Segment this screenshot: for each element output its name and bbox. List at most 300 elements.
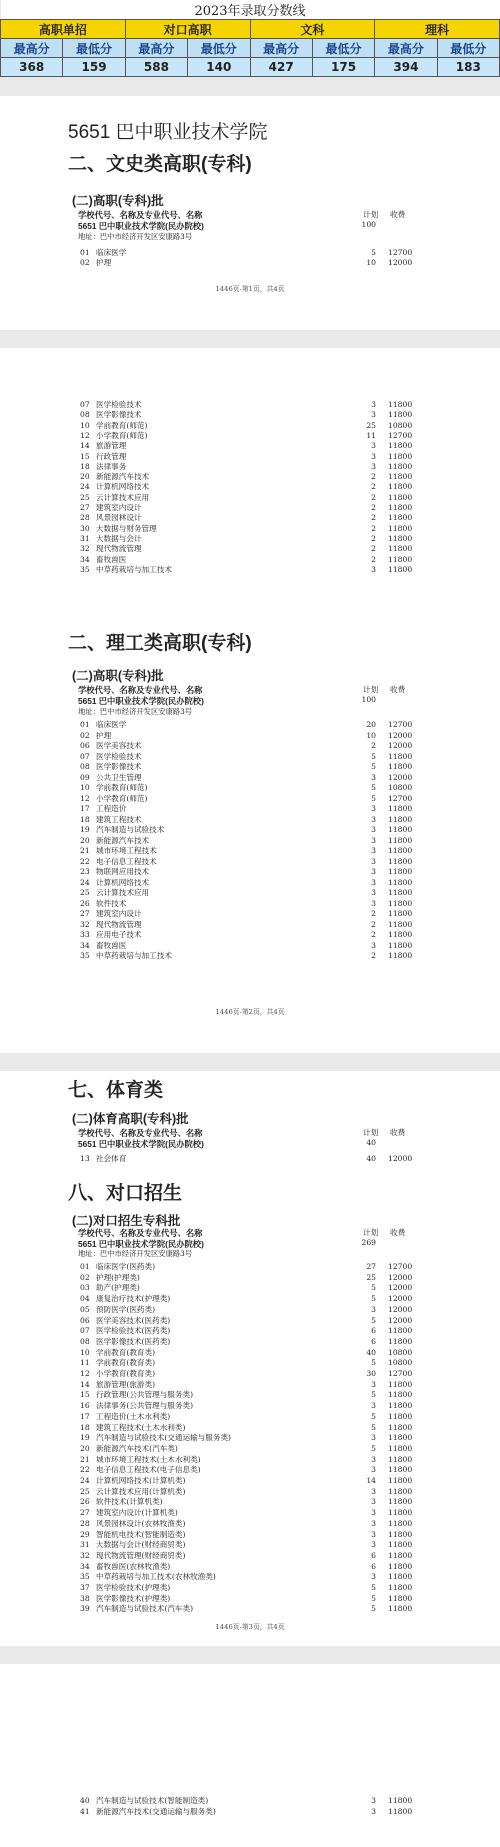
major-code: 10 [80, 783, 90, 792]
major-plan: 5 [371, 1358, 376, 1368]
major-plan: 3 [371, 1540, 376, 1550]
col-fee: 收费 [390, 1228, 406, 1237]
major-code: 14 [80, 441, 90, 451]
major-fee: 11800 [388, 1326, 413, 1336]
column-header: 学校代号、名称及专业代号、名称 [78, 1128, 203, 1138]
major-plan: 2 [371, 544, 376, 554]
major-name: 医学检验技术(医药类) [96, 1326, 171, 1336]
major-plan: 27 [366, 1262, 376, 1271]
major-fee: 11800 [388, 1422, 413, 1432]
sub-high: 最高分 [125, 39, 187, 58]
major-row [0, 1455, 420, 1465]
major-row [0, 544, 420, 554]
major-fee: 12000 [388, 730, 413, 740]
section-title: 八、对口招生 [68, 1183, 183, 1204]
major-name: 医学检验技术(护理类) [96, 1583, 171, 1592]
batch-title: (二)体育高职(专科)批 [72, 1112, 189, 1126]
major-row [0, 783, 420, 793]
major-fee: 11800 [388, 1411, 413, 1421]
major-fee: 12700 [388, 793, 413, 803]
major-name: 工程造价 [96, 804, 127, 813]
major-row [0, 1369, 420, 1379]
major-fee: 11800 [388, 410, 413, 420]
address: 地址：巴中市经济开发区安康路3号 [78, 232, 193, 241]
major-name: 公共卫生管理 [96, 772, 142, 782]
major-name: 护理 [96, 258, 112, 268]
group-like: 理科 [375, 20, 500, 39]
major-plan: 2 [371, 741, 376, 750]
major-fee: 11800 [388, 1807, 413, 1816]
major-plan: 5 [371, 1604, 376, 1614]
major-code: 23 [80, 867, 90, 876]
major-name: 旅游管理(旅游类) [96, 1379, 156, 1389]
major-plan: 3 [371, 867, 376, 876]
major-plan: 5 [371, 1583, 376, 1592]
major-code: 31 [80, 1540, 90, 1550]
major-row [0, 1562, 420, 1572]
major-row [0, 462, 420, 472]
major-code: 13 [80, 1154, 90, 1163]
major-plan: 2 [371, 513, 376, 523]
major-fee: 11800 [388, 1486, 413, 1496]
major-row [0, 1154, 420, 1164]
major-plan: 5 [371, 1422, 376, 1432]
major-name: 旅游管理 [96, 441, 127, 451]
school-line: 5651 巴中职业技术学院(民办院校) [78, 696, 204, 706]
major-plan: 11 [366, 430, 376, 440]
major-row [0, 565, 420, 575]
major-fee: 11800 [388, 1561, 413, 1571]
major-row [0, 248, 420, 258]
major-fee: 11800 [388, 940, 413, 950]
major-fee: 11800 [388, 523, 413, 533]
doc-page-3 [0, 1071, 500, 1646]
major-plan: 5 [371, 751, 376, 761]
major-plan: 3 [371, 564, 376, 574]
major-fee: 11800 [388, 825, 413, 834]
major-fee: 10800 [388, 1347, 413, 1357]
major-code: 10 [80, 420, 90, 430]
major-code: 15 [80, 1390, 90, 1400]
major-fee: 11800 [388, 804, 413, 813]
total-plan: 100 [361, 695, 376, 704]
major-row [0, 1508, 420, 1518]
major-row [0, 1807, 420, 1817]
major-row [0, 1497, 420, 1507]
major-fee: 11800 [388, 1379, 413, 1389]
major-plan: 2 [371, 472, 376, 482]
major-name: 建筑室内设计(计算机类) [96, 1508, 178, 1518]
major-name: 畜牧兽医 [96, 554, 127, 564]
major-name: 社会体育 [96, 1154, 127, 1163]
major-name: 法律事务 [96, 461, 127, 471]
col-fee: 收费 [390, 685, 406, 694]
major-name: 中草药栽培与加工技术 [96, 951, 172, 960]
score-value: 394 [375, 58, 437, 77]
major-fee: 11800 [388, 751, 413, 761]
major-plan: 3 [371, 814, 376, 824]
major-row [0, 878, 420, 888]
major-name: 新能源汽车技术(汽车类) [96, 1443, 178, 1453]
major-plan: 5 [371, 1315, 376, 1325]
major-plan: 2 [371, 482, 376, 492]
major-plan: 3 [371, 825, 376, 834]
major-plan: 3 [371, 877, 376, 887]
col-plan: 计划 [363, 210, 379, 219]
major-name: 医学检验技术 [96, 751, 142, 761]
batch-title: (二)高职(专科)批 [72, 194, 164, 208]
major-name: 现代物流管理 [96, 544, 142, 554]
major-code: 25 [80, 1486, 90, 1496]
major-plan: 3 [371, 1807, 376, 1816]
major-name: 小学教育(师范) [96, 430, 148, 440]
major-fee: 11800 [388, 461, 413, 471]
doc-page-2 [0, 348, 500, 1053]
major-plan: 5 [371, 1294, 376, 1304]
section-title: 二、理工类高职(专科) [68, 633, 252, 654]
major-row [0, 888, 420, 898]
major-name: 城市环境工程技术 [96, 846, 157, 855]
group-wenke: 文科 [250, 20, 375, 39]
score-value: 183 [437, 58, 499, 77]
major-fee: 11800 [388, 1443, 413, 1453]
major-fee: 11800 [388, 1572, 413, 1582]
major-code: 12 [80, 1369, 90, 1378]
major-name: 医学影像技术(护理类) [96, 1593, 171, 1603]
major-name: 畜牧兽医 [96, 940, 127, 950]
major-row [0, 1433, 420, 1443]
major-fee: 11800 [388, 564, 413, 574]
major-fee: 12000 [388, 1304, 413, 1314]
major-row [0, 836, 420, 846]
major-plan: 2 [371, 919, 376, 929]
major-fee: 11800 [388, 1593, 413, 1603]
major-row [0, 258, 420, 268]
major-plan: 3 [371, 804, 376, 813]
major-row [0, 1401, 420, 1411]
group-duikou-gaozhi: 对口高职 [125, 20, 250, 39]
address: 地址：巴中市经济开发区安康路3号 [78, 1249, 193, 1258]
major-code: 31 [80, 533, 90, 543]
major-name: 中草药栽培与加工技术(农林牧渔类) [96, 1572, 216, 1582]
score-value: 159 [63, 58, 125, 77]
major-fee: 12000 [388, 1154, 413, 1163]
score-table-title: 2023年录取分数线 [1, 0, 500, 20]
section-title: 七、体育类 [68, 1080, 164, 1101]
major-row [0, 1412, 420, 1422]
section-title: 二、文史类高职(专科) [68, 154, 252, 175]
school-line: 5651 巴中职业技术学院(民办院校) [78, 1139, 204, 1149]
major-name: 应用电子技术 [96, 930, 142, 939]
major-name: 中草药栽培与加工技术 [96, 564, 172, 574]
major-fee: 11800 [388, 1508, 413, 1518]
major-name: 学前教育(师范) [96, 420, 148, 430]
col-fee: 收费 [390, 210, 406, 219]
major-plan: 3 [371, 461, 376, 471]
major-row [0, 1337, 420, 1347]
major-name: 助产(护理类) [96, 1283, 140, 1293]
major-name: 护理(护理类) [96, 1272, 140, 1282]
major-code: 07 [80, 751, 90, 761]
major-plan: 3 [371, 1572, 376, 1582]
major-fee: 12700 [388, 1369, 413, 1378]
major-fee: 12000 [388, 1294, 413, 1304]
major-plan: 3 [371, 835, 376, 845]
major-row [0, 1305, 420, 1315]
major-fee: 11800 [388, 846, 413, 855]
major-plan: 3 [371, 400, 376, 409]
major-fee: 11800 [388, 930, 413, 939]
major-fee: 11800 [388, 503, 413, 512]
major-code: 26 [80, 898, 90, 908]
major-code: 22 [80, 1465, 90, 1475]
major-name: 新能源汽车技术 [96, 835, 150, 845]
score-value: 588 [125, 58, 187, 77]
major-code: 08 [80, 1336, 90, 1346]
major-fee: 12700 [388, 1262, 413, 1271]
major-plan: 3 [371, 1796, 376, 1805]
col-plan: 计划 [363, 1128, 379, 1137]
major-plan: 5 [371, 1443, 376, 1453]
major-plan: 3 [371, 451, 376, 461]
major-code: 25 [80, 888, 90, 897]
major-name: 临床医学(医药类) [96, 1262, 156, 1271]
sub-high: 最高分 [375, 39, 437, 58]
major-code: 07 [80, 400, 90, 409]
major-code: 20 [80, 472, 90, 482]
major-fee: 11800 [388, 951, 413, 960]
major-fee: 11800 [388, 856, 413, 866]
group-gaozhi-danzhao: 高职单招 [1, 20, 126, 39]
major-row [0, 731, 420, 741]
doc-page-1 [0, 96, 500, 330]
major-row [0, 857, 420, 867]
major-name: 电子信息工程技术 [96, 856, 157, 866]
major-code: 34 [80, 1561, 90, 1571]
major-fee: 11800 [388, 451, 413, 461]
major-row [0, 431, 420, 441]
major-fee: 12700 [388, 248, 413, 257]
major-row [0, 1594, 420, 1604]
major-fee: 11800 [388, 513, 413, 523]
major-plan: 5 [371, 1390, 376, 1400]
major-fee: 11800 [388, 1476, 413, 1485]
major-row [0, 1487, 420, 1497]
major-fee: 11800 [388, 1583, 413, 1592]
major-code: 35 [80, 564, 90, 574]
sub-low: 最低分 [312, 39, 374, 58]
major-name: 新能源汽车技术(交通运输与服务类) [96, 1807, 216, 1816]
major-name: 预防医学(医药类) [96, 1304, 156, 1314]
major-fee: 11800 [388, 492, 413, 502]
major-fee: 12700 [388, 430, 413, 440]
major-row [0, 752, 420, 762]
major-row [0, 1326, 420, 1336]
major-code: 20 [80, 835, 90, 845]
major-code: 08 [80, 762, 90, 771]
major-row [0, 909, 420, 919]
major-fee: 11800 [388, 544, 413, 554]
major-plan: 5 [371, 762, 376, 771]
major-code: 04 [80, 1294, 90, 1304]
major-row [0, 493, 420, 503]
major-name: 风景园林设计(农林牧渔类) [96, 1518, 186, 1528]
major-plan: 20 [366, 720, 376, 729]
major-name: 计算机网络技术(计算机类) [96, 1476, 186, 1485]
major-row [0, 899, 420, 909]
major-name: 汽车制造与试验技术(交通运输与服务类) [96, 1433, 232, 1443]
major-row [0, 441, 420, 451]
major-row [0, 1572, 420, 1582]
major-plan: 5 [371, 1593, 376, 1603]
major-name: 云计算技术应用 [96, 492, 150, 502]
major-fee: 11800 [388, 1336, 413, 1346]
sub-low: 最低分 [437, 39, 499, 58]
major-code: 16 [80, 1401, 90, 1411]
major-name: 现代物流管理 [96, 919, 142, 929]
major-plan: 5 [371, 248, 376, 257]
major-name: 学前教育(师范) [96, 783, 148, 792]
major-code: 22 [80, 856, 90, 866]
major-fee: 10800 [388, 420, 413, 430]
major-name: 康复治疗技术(护理类) [96, 1294, 171, 1304]
major-row [0, 920, 420, 930]
major-name: 护理 [96, 730, 112, 740]
major-code: 28 [80, 1518, 90, 1528]
major-name: 法律事务(公共管理与服务类) [96, 1401, 194, 1411]
page-footer: 1446页-第3页，共4页 [215, 1623, 285, 1631]
major-name: 智能机电技术(智能制造类) [96, 1529, 186, 1539]
sub-low: 最低分 [63, 39, 125, 58]
major-row [0, 1551, 420, 1561]
col-fee: 收费 [390, 1128, 406, 1137]
doc-page-4 [0, 1664, 500, 1847]
major-fee: 12000 [388, 1283, 413, 1293]
major-name: 学前教育(教育类) [96, 1358, 156, 1368]
major-code: 35 [80, 1572, 90, 1582]
major-row [0, 1273, 420, 1283]
major-row [0, 773, 420, 783]
major-name: 小学教育(师范) [96, 793, 148, 803]
major-code: 19 [80, 1433, 90, 1443]
major-name: 计算机网络技术 [96, 482, 150, 492]
major-row [0, 482, 420, 492]
major-fee: 11800 [388, 835, 413, 845]
major-plan: 10 [366, 258, 376, 268]
major-name: 医学美容技术(医药类) [96, 1315, 171, 1325]
major-name: 现代物流管理(财经商贸类) [96, 1550, 186, 1560]
major-name: 小学教育(教育类) [96, 1369, 156, 1378]
major-code: 18 [80, 1422, 90, 1432]
major-plan: 2 [371, 930, 376, 939]
major-plan: 5 [371, 793, 376, 803]
major-fee: 11800 [388, 1604, 413, 1614]
major-code: 30 [80, 523, 90, 533]
major-fee: 11800 [388, 877, 413, 887]
major-fee: 11800 [388, 919, 413, 929]
major-code: 08 [80, 410, 90, 420]
major-code: 27 [80, 1508, 90, 1518]
major-code: 03 [80, 1283, 90, 1293]
batch-title: (二)对口招生专科批 [72, 1214, 181, 1228]
major-code: 27 [80, 503, 90, 512]
major-code: 01 [80, 248, 90, 257]
major-fee: 10800 [388, 783, 413, 792]
major-code: 01 [80, 1262, 90, 1271]
major-name: 大数据与会计 [96, 533, 142, 543]
major-row [0, 1796, 420, 1806]
major-code: 32 [80, 1550, 90, 1560]
major-row [0, 1465, 420, 1475]
major-row [0, 1540, 420, 1550]
major-name: 临床医学 [96, 720, 127, 729]
major-code: 02 [80, 1272, 90, 1282]
major-name: 行政管理(公共管理与服务类) [96, 1390, 194, 1400]
major-fee: 12700 [388, 720, 413, 729]
major-row [0, 815, 420, 825]
major-fee: 11800 [388, 482, 413, 492]
major-row [0, 941, 420, 951]
major-row [0, 1583, 420, 1593]
major-plan: 3 [371, 1454, 376, 1464]
major-fee: 11800 [388, 472, 413, 482]
major-row [0, 720, 420, 730]
major-name: 汽车制造与试验技术 [96, 825, 165, 834]
major-code: 05 [80, 1304, 90, 1314]
major-code: 34 [80, 940, 90, 950]
major-row [0, 513, 420, 523]
page-footer: 1446页-第1页，共4页 [215, 285, 285, 293]
major-code: 38 [80, 1593, 90, 1603]
major-row [0, 1519, 420, 1529]
major-code: 29 [80, 1529, 90, 1539]
major-plan: 3 [371, 898, 376, 908]
major-plan: 3 [371, 846, 376, 855]
major-code: 02 [80, 730, 90, 740]
major-row [0, 794, 420, 804]
major-plan: 3 [371, 1465, 376, 1475]
major-row [0, 1283, 420, 1293]
major-fee: 10800 [388, 1358, 413, 1368]
sub-low: 最低分 [188, 39, 250, 58]
major-plan: 25 [366, 420, 376, 430]
major-row [0, 555, 420, 565]
major-plan: 3 [371, 856, 376, 866]
major-plan: 2 [371, 951, 376, 960]
major-plan: 25 [366, 1272, 376, 1282]
major-name: 计算机网络技术 [96, 877, 150, 887]
major-code: 09 [80, 772, 90, 782]
major-code: 39 [80, 1604, 90, 1614]
major-code: 34 [80, 554, 90, 564]
major-code: 25 [80, 492, 90, 502]
page-footer: 1446页-第2页，共4页 [215, 1008, 285, 1016]
major-name: 电子信息工程技术(电子信息类) [96, 1465, 201, 1475]
major-fee: 11800 [388, 1497, 413, 1507]
major-code: 21 [80, 1454, 90, 1464]
score-value: 175 [312, 58, 374, 77]
major-fee: 11800 [388, 1540, 413, 1550]
major-fee: 11800 [388, 867, 413, 876]
major-name: 建筑工程技术 [96, 814, 142, 824]
major-row [0, 534, 420, 544]
major-plan: 3 [371, 1497, 376, 1507]
major-plan: 3 [371, 772, 376, 782]
major-row [0, 825, 420, 835]
major-name: 临床医学 [96, 248, 127, 257]
major-row [0, 472, 420, 482]
major-code: 17 [80, 1411, 90, 1421]
